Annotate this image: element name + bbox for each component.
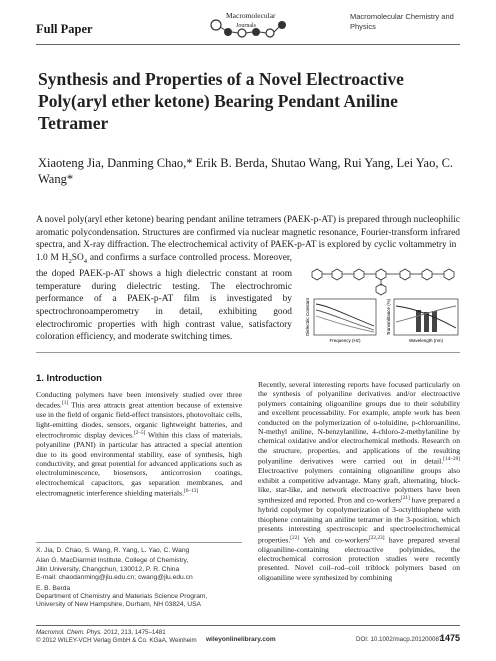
affiliation-line: University of New Hampshire, Durham, NH 03824, USA <box>36 601 202 609</box>
affiliation-line: Jilin University, Changchun, 130012, P. R. China <box>36 565 180 573</box>
citation-ref: [22,23] <box>368 534 385 541</box>
author-list: Xiaoteng Jia, Danming Chao,* Erik B. Berda, Shutao Wang, Rui Yang, Lei Yao, C. Wang* <box>38 156 454 186</box>
abstract-acid-sub4: 4 <box>83 257 88 265</box>
journal-name: Macromolecular Chemistry and Physics <box>350 12 454 31</box>
intro-text: Within this class of materials, polyaniline (PANI) in particular has attracted a special attention due to its good environmental stability, ease of synthesis, high conductivity, and great potential for advanced applications such as electroluminescence, biosensors, anticorrosion coatings, electrochemical capacitors, gas separation membranes, and electromagnetic interference shielding materials. <box>36 430 242 498</box>
toc-left-ylabel: Dielectric Constant <box>305 298 310 336</box>
footer-copyright: © 2012 WILEY-VCH Verlag GmbH & Co. KGaA, Weinheim <box>36 636 197 644</box>
affiliation-line: X. Jia, D. Chao, S. Wang, R. Yang, L. Yao, C. Wang <box>36 547 190 554</box>
section-heading: 1. Introduction <box>36 373 102 384</box>
intro-text: Electroactive polymers containing oligoaniline groups also exhibit a competitive advantage. Many graft, alternating, block-like, star-like, and network electroactive polymers have been synthesized and reported. Pron and co-workers <box>258 466 460 505</box>
abstract-acid-so: SO <box>71 252 84 263</box>
citation-ref: [6–13] <box>184 488 199 495</box>
abstract-concentration: 1.0 <box>36 252 48 263</box>
logo-line-macromolecular: Macromolecular <box>226 11 276 20</box>
abstract-molar-unit: M <box>50 252 59 263</box>
header-divider <box>36 44 460 45</box>
affiliation-box <box>36 542 242 612</box>
citation-ref: [21] <box>400 495 410 502</box>
abstract-divider <box>36 352 460 353</box>
citation-ref: [2–5] <box>133 430 146 437</box>
toc-right-xlabel: Wavelength (nm) <box>408 338 444 343</box>
abstract-acid-sub2: 2 <box>68 257 72 265</box>
footer-divider <box>36 625 460 626</box>
footer-doi: DOI: 10.1002/macp.201200087 <box>356 636 443 643</box>
affiliation-line: Department of Chemistry and Materials Science Program, <box>36 593 208 601</box>
toc-right-ylabel: Transmittance (%) <box>386 298 391 336</box>
abstract-acid-h: H <box>61 252 69 263</box>
affiliation-email: E-mail: chaodanming@jlu.edu.cn; cwang@jlu.edu.cn <box>36 574 193 582</box>
affiliation-line: E. B. Berda <box>36 584 71 592</box>
logo-line-journals: Journals <box>236 23 256 29</box>
toc-left-xlabel: Frequency (Hz) <box>329 338 361 343</box>
affiliation-line: Alan G. MacDiarmid Institute, College of Chemistry, <box>36 557 189 565</box>
abstract-wrap-text <box>36 252 292 344</box>
intro-text: Recently, several interesting reports have focused particularly on the synthesis of polyaniline derivatives and/or electroactive polymers containing oligoaniline groups due to their solubility and excellent processability. For example, ample work has been conducted on the polymerization of o-toluidine, p-chloroaniline, N-methyl aniline, N-benzylaniline, 4-chloro-2-methylaniline by chemical oxidative and/or electrochemical methods. Research on the structure, properties, and applications of the resulting polyaniline derivatives were carried out in detail. <box>258 380 460 466</box>
intro-text: have prepared a hybrid copolymer by copolymerization of 3-octylthiophene with thiophene containing an aniline tetramer in the 3-position, which presents interesting spectroscopic and spectroelectrochemical properties. <box>258 495 460 545</box>
intro-text: have prepared several oligoaniline-containing electroactive polyimides, the electrochemical corrosion protection studies were recently presented. Novel coil–rod–coil triblock polymers based on oligoaniline were synthesized by combining <box>258 535 460 582</box>
intro-right-column <box>258 380 460 582</box>
intro-text: This area attracts great attention because of extensive use in the field of organic field-effect transistors, photovoltaic cells, light-emitting diodes, sensors, organic lightweight batteries, and electrochromic display devices. <box>36 400 242 440</box>
citation-ref: [1] <box>61 400 69 407</box>
intro-left-column <box>36 390 242 498</box>
abstract-lead-text: A novel poly(aryl ether ketone) bearing pendant aniline tetramers (PAEK-p-AT) is prepared through nucleophilic aromatic polycondensation. Structures are confirmed via nuclear magnetic resonance, Fourier-transform infrared spectra, and X-ray diffraction. The electrochemical activity of PAEK-p-AT is explored by cyclic voltammetry in <box>36 215 460 251</box>
footer-volume-pages: 2012, 213, 1475–1481 <box>102 629 166 636</box>
section-type-label: Full Paper <box>36 22 93 36</box>
toc-graphic <box>304 266 464 344</box>
footer-journal-abbrev: Macromol. Chem. Phys. <box>36 629 103 636</box>
footer-citation <box>36 629 197 645</box>
abstract-body-text: and confirms a surface controlled process. Moreover, the doped PAEK-p-AT shows a high dielectric constant at room temperature during dielectric testing. The electrochromic performance of a PAEK-p-AT film is investigated by spectrochronoamperometry in detail, exhibiting good electrochromic properties with high contrast value, satisfactory coloration efficiency, and moderate switching times. <box>36 252 293 343</box>
article-title: Synthesis and Properties of a Novel Electroactive Poly(aryl ether ketone) Bearing Pendant Aniline Tetramer <box>38 69 404 133</box>
journal-logo <box>206 10 290 40</box>
toc-graphic-figure <box>304 266 464 344</box>
page-number: 1475 <box>439 633 460 643</box>
intro-text: Conducting polymers have been intensively studied over three decades. <box>36 390 242 410</box>
citation-ref: [14–20] <box>443 456 460 463</box>
footer-website: wileyonlinelibrary.com <box>206 636 276 643</box>
citation-ref: [22] <box>290 534 300 541</box>
intro-text: Yeh and co-workers <box>299 535 369 545</box>
